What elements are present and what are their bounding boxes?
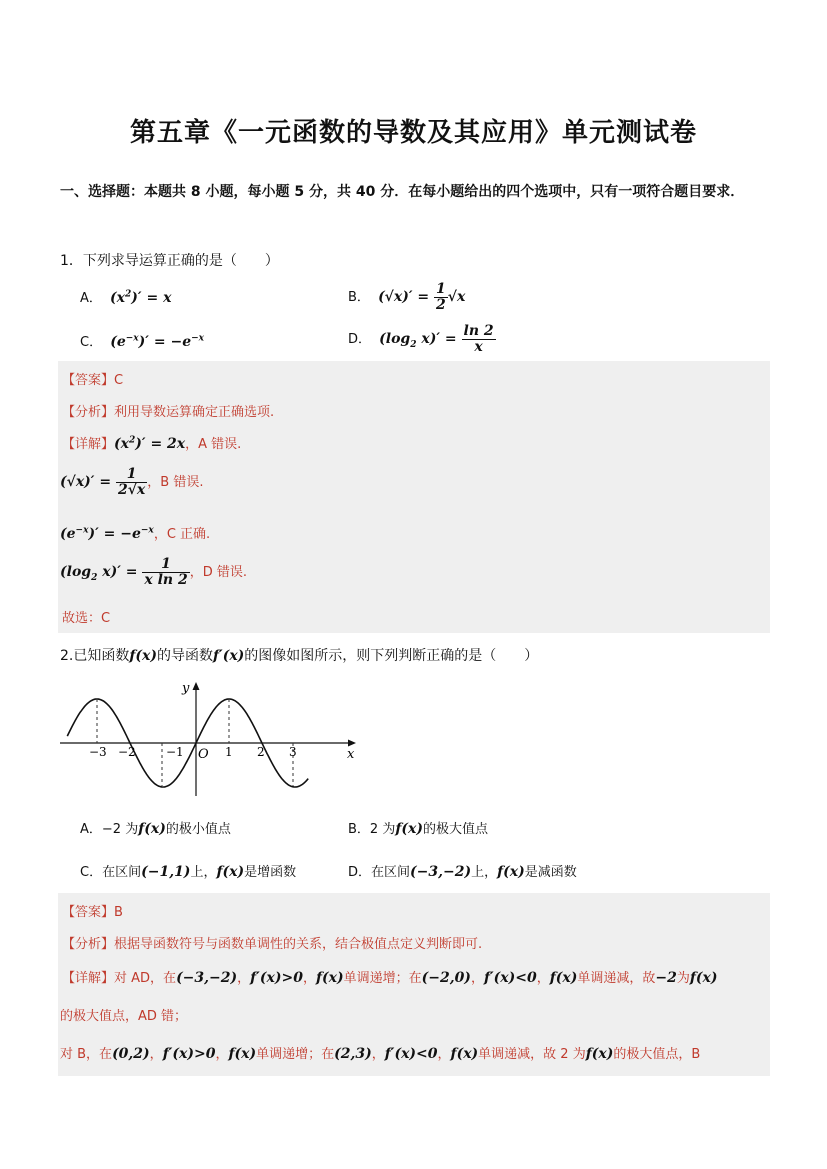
q1-option-b-label: B．: [348, 290, 370, 306]
q1-option-c-formula: $(e^{-x})' = -e^{-x}$: [110, 333, 205, 350]
q2-e6: 的极大值点，B: [613, 1047, 701, 1062]
q2-d5: 单调递减，故: [577, 971, 656, 986]
q1-option-d-formula: ($\log_2$ x)′ = $\frac{\ln 2}{x}$: [379, 323, 494, 355]
q1-solution-box: [58, 361, 770, 633]
q1-detail-a-text: ，A 错误.: [185, 437, 242, 452]
tick-label-2: 2: [257, 745, 265, 759]
q2-d4: ，: [470, 971, 484, 986]
q2-d-fx2: f(x): [549, 970, 578, 986]
q2-d-fx3: f(x): [689, 970, 718, 986]
q2-option-c-interval: (−1,1): [141, 864, 191, 880]
q1-answer: 【答案】C: [62, 373, 124, 388]
tick-label-3: 3: [289, 745, 297, 759]
q1-option-d-label: D．: [348, 332, 372, 348]
section-heading: 一、选择题：本题共 8 小题，每小题 5 分，共 40 分．在每小题给出的四个选项中，只有一项符合题目要求．: [60, 184, 745, 200]
q2-option-d[interactable]: [348, 861, 577, 880]
q2-detail-line3: [60, 1043, 700, 1062]
q2-d-neg2: −2: [655, 970, 677, 986]
q2-option-d-label: D．: [348, 865, 372, 880]
q2-d6: 为: [676, 971, 690, 986]
q2-analysis-text: 根据导函数符号与函数单调性的关系，结合极值点定义判断即可.: [114, 937, 483, 952]
q2-solution-box: [58, 893, 770, 1076]
q2-d-interval2: (−2,0): [421, 970, 471, 986]
y-axis-label: y: [182, 681, 190, 696]
q1-detail-b-formula: (√x)′ = $\frac{1}{2√x}$: [60, 466, 146, 498]
tick-label-neg3: −3: [89, 745, 107, 759]
q2-e2: ，: [149, 1047, 163, 1062]
q2-option-d-pre: 在区间: [371, 865, 411, 880]
q2-option-b-fx: f(x): [395, 821, 423, 837]
origin-label: O: [198, 747, 209, 762]
q2-option-a-pre: −2 为: [101, 822, 139, 837]
q2-option-c-fx: f(x): [216, 864, 245, 880]
tick-label-1: 1: [225, 745, 233, 759]
q1-analysis-tag: 【分析】: [62, 405, 115, 420]
q2-d-interval1: (−3,−2): [176, 970, 238, 986]
q2-e-interval1: (0,2): [112, 1046, 150, 1062]
q2-option-d-post: 是减函数: [524, 865, 577, 880]
q2-option-a-fx: f(x): [138, 821, 166, 837]
q1-detail-tag: 【详解】: [62, 437, 115, 452]
q2-option-b-post: 的极大值点: [422, 822, 488, 837]
q2-e1: 对 B，在: [60, 1047, 113, 1062]
q1-option-c-label: C．: [80, 335, 103, 350]
q2-option-d-interval: (−3,−2): [410, 864, 472, 880]
q2-stem-pre: 2.已知函数: [60, 648, 130, 664]
q2-e-fx1: f(x): [228, 1046, 257, 1062]
q2-option-b[interactable]: [348, 818, 488, 837]
x-axis-label: x: [347, 747, 355, 762]
q1-detail-a-formula: $(x^2)' = 2x$: [114, 435, 186, 452]
q2-d1: 对 AD，在: [114, 971, 177, 986]
q1-detail-b: [60, 467, 203, 497]
q2-option-a[interactable]: [80, 818, 231, 837]
q2-detail-line1: [62, 967, 718, 986]
q1-option-a-formula: $(x^2)' = x$: [110, 289, 172, 306]
q1-detail-c-text: ，C 正确.: [153, 527, 211, 542]
q1-option-b-formula: (√x)′ = $\frac{1}{2}$ √x: [378, 281, 466, 313]
q1-detail-c: [60, 523, 210, 542]
q1-detail-c-formula: $(e^{-x})' = -e^{-x}$: [60, 525, 154, 542]
q2-e3: 单调递增；在: [256, 1047, 335, 1062]
q2-analysis: [62, 933, 482, 952]
q1-analysis: [62, 401, 274, 420]
q2-option-a-label: A．: [80, 822, 102, 837]
q2-option-d-fx: f(x): [497, 864, 525, 880]
q2-option-c-pre: 在区间: [102, 865, 142, 880]
q2-option-b-pre: 2 为: [369, 822, 396, 837]
q1-detail-d-text: ，D 错误.: [189, 565, 247, 581]
q2-e-interval2: (2,3): [334, 1046, 372, 1062]
q2-option-b-label: B．: [348, 822, 370, 837]
derivative-graph: [58, 676, 363, 801]
tick-label-neg1: −1: [166, 745, 184, 759]
q1-detail-d-formula: ($\log_2$ x)′ = $\frac{1}{\text{x ln 2}}$: [60, 556, 188, 588]
q1-detail-a: [62, 433, 241, 452]
q2-e-fprime-pos: f′(x)>0: [162, 1046, 216, 1062]
q2-fpx: f′(x): [212, 648, 245, 664]
q2-option-c-mid: 上，: [190, 865, 217, 880]
tick-label-neg2: −2: [118, 745, 136, 759]
q2-e-fx2: f(x): [450, 1046, 479, 1062]
q1-option-b[interactable]: [348, 282, 465, 312]
q2-e4b: ，: [437, 1047, 451, 1062]
q1-option-a-label: A．: [80, 291, 102, 306]
q2-e-fx3: f(x): [585, 1046, 614, 1062]
q2-option-c-post: 是增函数: [244, 865, 297, 880]
page-title: 第五章《一元函数的导数及其应用》单元测试卷: [129, 118, 697, 148]
q2-e5: 单调递减，故 2 为: [478, 1047, 586, 1062]
q2-detail-tag: 【详解】: [62, 971, 115, 986]
q2-option-d-mid: 上，: [471, 865, 498, 880]
q2-e-fprime-neg: f′(x)<0: [384, 1046, 438, 1062]
q1-option-d[interactable]: [348, 324, 496, 354]
question-1-stem: 1．下列求导运算正确的是（ ）: [60, 253, 279, 269]
q2-e4: ，: [371, 1047, 385, 1062]
q2-stem-post: 的图像如图所示，则下列判断正确的是（ ）: [244, 648, 539, 664]
q1-detail-d: [60, 557, 247, 587]
q1-detail-b-text: ，B 错误.: [147, 475, 204, 491]
q2-option-a-post: 的极小值点: [165, 822, 231, 837]
x-axis-arrow: [348, 740, 356, 747]
q2-option-c[interactable]: [80, 861, 296, 880]
q1-analysis-text: 利用导数运算确定正确选项.: [114, 405, 275, 420]
q2-d-fx1: f(x): [315, 970, 344, 986]
q1-choice: 故选：C: [62, 611, 111, 626]
q2-fx: f(x): [129, 648, 157, 664]
q2-analysis-tag: 【分析】: [62, 937, 115, 952]
q2-d3: 单调递增；在: [343, 971, 422, 986]
q2-detail-line2: 的极大值点，AD 错；: [60, 1009, 188, 1024]
q2-e2b: ，: [215, 1047, 229, 1062]
q2-option-c-label: C．: [80, 865, 103, 880]
q1-option-c[interactable]: [80, 331, 204, 350]
question-2-stem: [60, 645, 538, 665]
q2-d4b: ，: [536, 971, 550, 986]
q1-option-a[interactable]: [80, 287, 171, 306]
q2-d-fprime-pos: f′(x)>0: [250, 970, 303, 986]
q2-stem-mid: 的导函数: [156, 648, 213, 664]
q2-d-fprime-neg: f′(x)<0: [483, 970, 537, 986]
q2-answer: 【答案】B: [62, 905, 123, 920]
q2-d2b: ，: [302, 971, 316, 986]
q2-d2: ，: [237, 971, 251, 986]
y-axis-arrow: [193, 682, 200, 690]
